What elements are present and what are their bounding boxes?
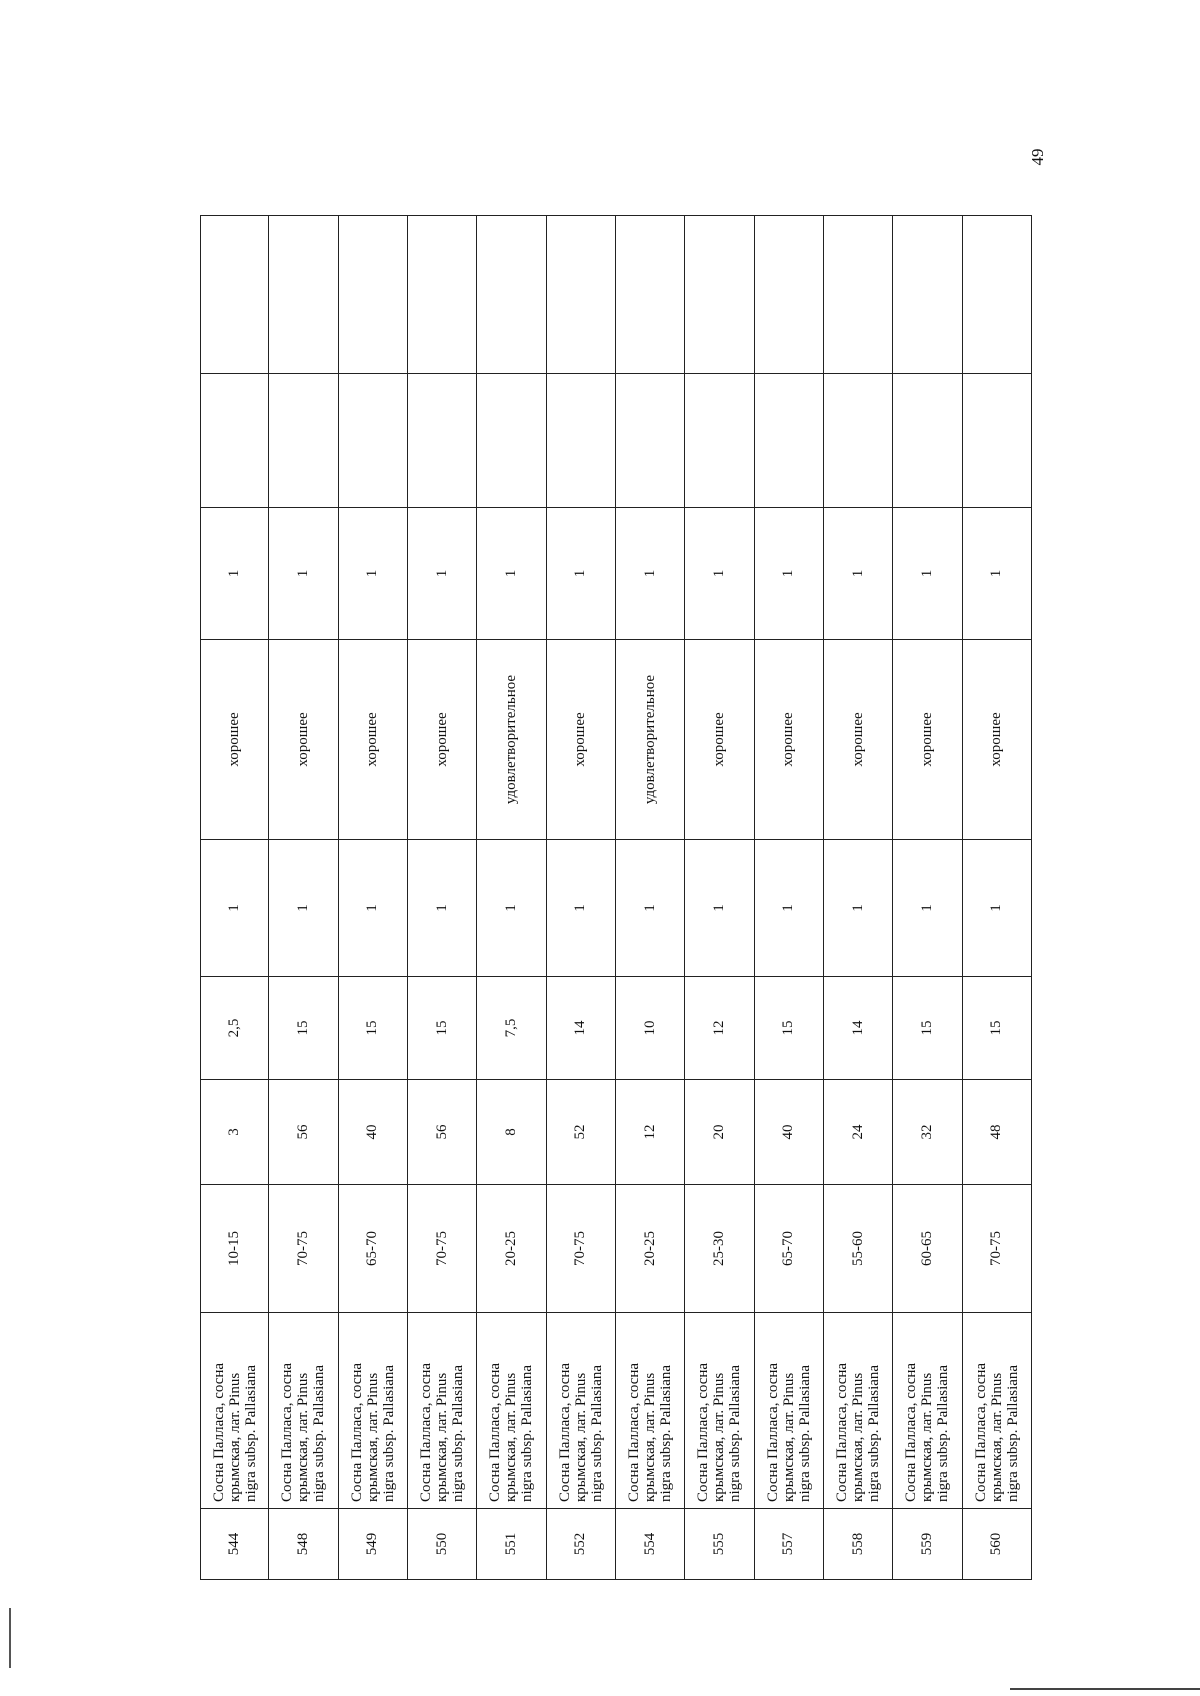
diameter-cell: 15 (962, 977, 1031, 1080)
quantity-2-cell: 1 (754, 508, 823, 640)
quantity-cell: 1 (338, 840, 407, 977)
species-line: крымская, лат. Pinus (503, 1372, 520, 1502)
species-line: крымская, лат. Pinus (572, 1372, 589, 1502)
tree-number-cell: 548 (269, 1509, 338, 1580)
tree-number-cell: 557 (754, 1509, 823, 1580)
tree-number-cell: 555 (685, 1509, 754, 1580)
empty-cell (201, 374, 269, 508)
species-line: Сосна Палласа, сосна (834, 1362, 851, 1502)
quantity-cell: 1 (754, 840, 823, 977)
tree-number-cell: 544 (201, 1509, 269, 1580)
species-line: Сосна Палласа, сосна (210, 1362, 227, 1502)
table-row (754, 216, 823, 1580)
empty-cell (893, 374, 962, 508)
age-cell: 70-75 (269, 1185, 338, 1313)
scan-edge-mark (1010, 1688, 1200, 1690)
empty-cell (477, 216, 546, 374)
age-cell: 20-25 (477, 1185, 546, 1313)
height-cell: 12 (615, 1080, 684, 1185)
quantity-2-cell: 1 (338, 508, 407, 640)
species-line: Сосна Палласа, сосна (903, 1362, 920, 1502)
condition-cell: хорошее (338, 640, 407, 840)
empty-cell (823, 374, 892, 508)
table-row (338, 216, 407, 1580)
table-row (893, 216, 962, 1580)
species-line: Сосна Палласа, сосна (972, 1362, 989, 1502)
quantity-cell: 1 (407, 840, 476, 977)
diameter-cell: 15 (754, 977, 823, 1080)
condition-cell: хорошее (201, 640, 269, 840)
quantity-2-cell: 1 (477, 508, 546, 640)
condition-cell: хорошее (893, 640, 962, 840)
diameter-cell: 12 (685, 977, 754, 1080)
empty-cell (962, 374, 1031, 508)
scan-edge-mark (9, 1608, 11, 1668)
age-cell: 70-75 (407, 1185, 476, 1313)
species-line: nigra subsp. Pallasiana (935, 1364, 952, 1502)
empty-cell (338, 216, 407, 374)
species-line: nigra subsp. Pallasiana (1004, 1364, 1021, 1502)
species-line: nigra subsp. Pallasiana (380, 1364, 397, 1502)
empty-cell (338, 374, 407, 508)
table-body (201, 216, 1032, 1580)
species-line: крымская, лат. Pinus (434, 1372, 451, 1502)
tree-number-cell: 559 (893, 1509, 962, 1580)
species-line: nigra subsp. Pallasiana (519, 1364, 536, 1502)
age-cell: 70-75 (546, 1185, 615, 1313)
height-cell: 32 (893, 1080, 962, 1185)
height-cell: 56 (407, 1080, 476, 1185)
quantity-cell: 1 (477, 840, 546, 977)
species-line: крымская, лат. Pinus (364, 1372, 381, 1502)
height-cell: 48 (962, 1080, 1031, 1185)
table-row (615, 216, 684, 1580)
species-line: крымская, лат. Pinus (919, 1372, 936, 1502)
species-line: крымская, лат. Pinus (711, 1372, 728, 1502)
condition-cell: хорошее (546, 640, 615, 840)
species-cell (823, 1313, 892, 1509)
table-row (546, 216, 615, 1580)
age-cell: 65-70 (754, 1185, 823, 1313)
inventory-table-rotated (200, 216, 1032, 1580)
empty-cell (546, 374, 615, 508)
species-line: nigra subsp. Pallasiana (242, 1364, 259, 1502)
age-cell: 60-65 (893, 1185, 962, 1313)
species-cell (201, 1313, 269, 1509)
empty-cell (615, 374, 684, 508)
tree-number-cell: 549 (338, 1509, 407, 1580)
height-cell: 8 (477, 1080, 546, 1185)
species-line: nigra subsp. Pallasiana (866, 1364, 883, 1502)
diameter-cell: 10 (615, 977, 684, 1080)
species-cell (615, 1313, 684, 1509)
table-row (685, 216, 754, 1580)
diameter-cell: 7,5 (477, 977, 546, 1080)
quantity-2-cell: 1 (962, 508, 1031, 640)
species-line: Сосна Палласа, сосна (764, 1362, 781, 1502)
species-line: Сосна Палласа, сосна (556, 1362, 573, 1502)
table-row (407, 216, 476, 1580)
empty-cell (269, 374, 338, 508)
species-cell (893, 1313, 962, 1509)
quantity-cell: 1 (893, 840, 962, 977)
tree-number-cell: 552 (546, 1509, 615, 1580)
empty-cell (754, 216, 823, 374)
condition-cell: удовлетворительное (477, 640, 546, 840)
quantity-2-cell: 1 (269, 508, 338, 640)
species-cell (685, 1313, 754, 1509)
species-cell (269, 1313, 338, 1509)
height-cell: 40 (338, 1080, 407, 1185)
age-cell: 65-70 (338, 1185, 407, 1313)
empty-cell (407, 374, 476, 508)
height-cell: 52 (546, 1080, 615, 1185)
quantity-cell: 1 (823, 840, 892, 977)
empty-cell (615, 216, 684, 374)
condition-cell: удовлетворительное (615, 640, 684, 840)
empty-cell (893, 216, 962, 374)
species-line: крымская, лат. Pinus (226, 1372, 243, 1502)
empty-cell (823, 216, 892, 374)
tree-number-cell: 554 (615, 1509, 684, 1580)
species-line: крымская, лат. Pinus (780, 1372, 797, 1502)
quantity-cell: 1 (546, 840, 615, 977)
empty-cell (685, 216, 754, 374)
quantity-2-cell: 1 (685, 508, 754, 640)
tree-number-cell: 551 (477, 1509, 546, 1580)
diameter-cell: 15 (407, 977, 476, 1080)
tree-number-cell: 560 (962, 1509, 1031, 1580)
height-cell: 40 (754, 1080, 823, 1185)
table-row (962, 216, 1031, 1580)
table-row (823, 216, 892, 1580)
species-line: Сосна Палласа, сосна (626, 1362, 643, 1502)
empty-cell (477, 374, 546, 508)
table-row (477, 216, 546, 1580)
species-line: Сосна Палласа, сосна (348, 1362, 365, 1502)
diameter-cell: 2,5 (201, 977, 269, 1080)
species-cell (338, 1313, 407, 1509)
species-line: Сосна Палласа, сосна (487, 1362, 504, 1502)
tree-number-cell: 558 (823, 1509, 892, 1580)
age-cell: 70-75 (962, 1185, 1031, 1313)
age-cell: 10-15 (201, 1185, 269, 1313)
empty-cell (754, 374, 823, 508)
species-line: nigra subsp. Pallasiana (311, 1364, 328, 1502)
species-cell (407, 1313, 476, 1509)
height-cell: 20 (685, 1080, 754, 1185)
empty-cell (685, 374, 754, 508)
quantity-2-cell: 1 (893, 508, 962, 640)
tree-number-cell: 550 (407, 1509, 476, 1580)
height-cell: 24 (823, 1080, 892, 1185)
table-row (201, 216, 269, 1580)
condition-cell: хорошее (407, 640, 476, 840)
diameter-cell: 14 (546, 977, 615, 1080)
empty-cell (201, 216, 269, 374)
quantity-cell: 1 (615, 840, 684, 977)
empty-cell (407, 216, 476, 374)
species-cell (962, 1313, 1031, 1509)
condition-cell: хорошее (823, 640, 892, 840)
empty-cell (546, 216, 615, 374)
quantity-cell: 1 (962, 840, 1031, 977)
diameter-cell: 14 (823, 977, 892, 1080)
age-cell: 20-25 (615, 1185, 684, 1313)
species-line: nigra subsp. Pallasiana (658, 1364, 675, 1502)
age-cell: 25-30 (685, 1185, 754, 1313)
species-cell (477, 1313, 546, 1509)
condition-cell: хорошее (269, 640, 338, 840)
diameter-cell: 15 (338, 977, 407, 1080)
age-cell: 55-60 (823, 1185, 892, 1313)
condition-cell: хорошее (685, 640, 754, 840)
quantity-cell: 1 (201, 840, 269, 977)
page-number: 49 (1028, 148, 1047, 166)
quantity-2-cell: 1 (615, 508, 684, 640)
quantity-2-cell: 1 (407, 508, 476, 640)
quantity-cell: 1 (269, 840, 338, 977)
species-line: nigra subsp. Pallasiana (588, 1364, 605, 1502)
species-cell (754, 1313, 823, 1509)
table-row (269, 216, 338, 1580)
species-line: Сосна Палласа, сосна (695, 1362, 712, 1502)
species-line: крымская, лат. Pinus (988, 1372, 1005, 1502)
condition-cell: хорошее (754, 640, 823, 840)
species-line: nigra subsp. Pallasiana (450, 1364, 467, 1502)
height-cell: 56 (269, 1080, 338, 1185)
species-cell (546, 1313, 615, 1509)
species-line: nigra subsp. Pallasiana (796, 1364, 813, 1502)
species-line: крымская, лат. Pinus (642, 1372, 659, 1502)
diameter-cell: 15 (269, 977, 338, 1080)
species-line: nigra subsp. Pallasiana (727, 1364, 744, 1502)
quantity-2-cell: 1 (823, 508, 892, 640)
empty-cell (269, 216, 338, 374)
empty-cell (962, 216, 1031, 374)
diameter-cell: 15 (893, 977, 962, 1080)
species-line: крымская, лат. Pinus (850, 1372, 867, 1502)
species-line: Сосна Палласа, сосна (279, 1362, 296, 1502)
quantity-2-cell: 1 (546, 508, 615, 640)
quantity-2-cell: 1 (201, 508, 269, 640)
condition-cell: хорошее (962, 640, 1031, 840)
height-cell: 3 (201, 1080, 269, 1185)
inventory-table (200, 215, 1032, 1580)
species-line: крымская, лат. Pinus (295, 1372, 312, 1502)
species-line: Сосна Палласа, сосна (418, 1362, 435, 1502)
quantity-cell: 1 (685, 840, 754, 977)
